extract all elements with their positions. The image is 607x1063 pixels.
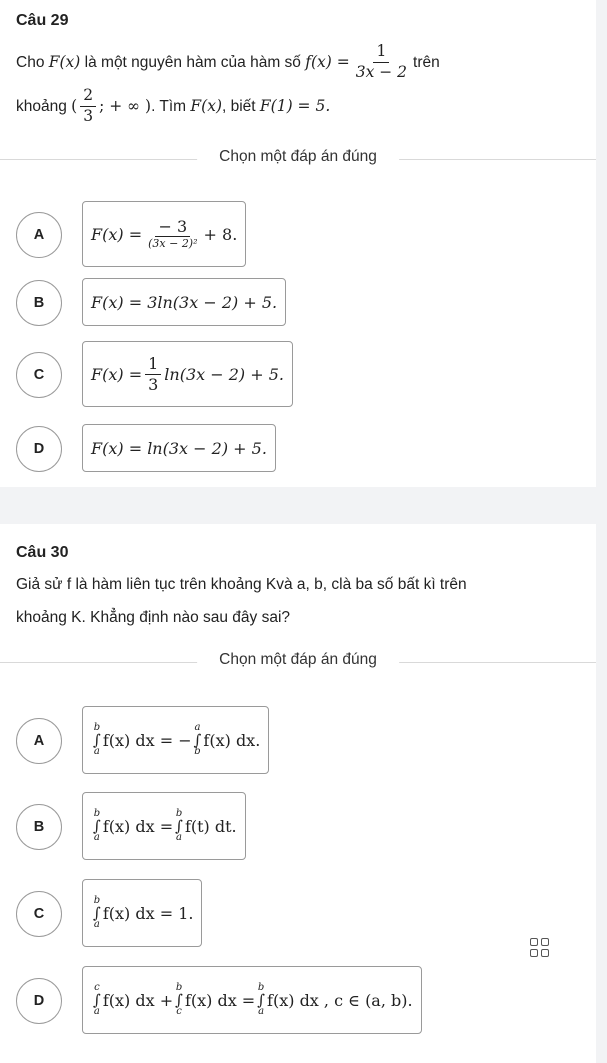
option-letter[interactable]: A [16,718,62,764]
integral-sign: b ∫ a [257,982,266,1017]
answer-box[interactable]: b ∫ a f(x) dx = 1. [82,879,202,947]
fraction: $\frac{2}{3}$ [80,87,96,124]
answer-box[interactable]: b ∫ a f(x) dx = b ∫ a f(t) dt. [82,792,246,860]
fraction: $\frac{- 3}{\text{(3x − 2)²}}$ [148,216,198,251]
answer-option-d[interactable] [16,415,590,481]
question-title: Câu 30 [16,544,69,561]
option-letter[interactable]: B [16,804,62,850]
choose-divider: Chọn một đáp án đúng [0,148,596,170]
question-title: Câu 29 [16,12,69,29]
integral-sign: b ∫ c [175,982,183,1017]
option-letter[interactable]: D [16,426,62,472]
fraction: $\frac{1}{3}$ [145,355,161,393]
integral-sign: b ∫ a [93,895,101,930]
integral-sign: a ∫ b [193,722,202,757]
answer-option-a[interactable] [16,201,590,267]
option-letter[interactable]: D [16,978,62,1024]
answer-box[interactable]: F(x) = ln(3x − 2) + 5. [82,424,276,472]
question-29-card [0,0,596,487]
answer-option-c[interactable] [16,880,590,946]
question-text: Cho F(x) là một nguyên hàm của hàm số f(x) = $\frac{1}{3x - 2}$ trên khoảng ( $\frac{2}{3}$ ; + ∞ ) . Tìm F(x) , biết F(1) = 5. [16,42,440,125]
integral-sign: b ∫ a [93,722,101,757]
choose-divider: Chọn một đáp án đúng [0,651,596,673]
option-letter[interactable]: A [16,212,62,258]
integral-sign: b ∫ a [93,808,101,843]
question-30-card [0,524,596,1063]
answer-option-b[interactable] [16,269,590,335]
answer-box[interactable]: F(x) = $\frac{1}{3}$ ln(3x − 2) + 5. [82,341,293,407]
fraction: $\frac{1}{3x - 2}$ [355,42,408,81]
answer-option-a[interactable] [16,707,590,773]
option-letter[interactable]: C [16,352,62,398]
question-text: Giả sử f là hàm liên tục trên khoảng Kvà a, b, clà ba số bất kì trên khoảng K. Khẳng định nào sau đây sai? [16,576,467,626]
answer-box[interactable]: F(x) = $\frac{- 3}{\text{(3x − 2)²}}$ + 8. [82,201,246,267]
integral-sign: b ∫ a [175,808,183,843]
integral-sign: c ∫ a [93,982,101,1017]
answer-option-c[interactable] [16,341,590,407]
answer-box[interactable]: c ∫ a f(x) dx + b ∫ c f(x) dx = b ∫ a f(x) dx , c ∈ (a, b). [82,966,422,1034]
answer-option-d[interactable] [16,967,590,1033]
answer-box[interactable]: b ∫ a f(x) dx = − a ∫ b f(x) dx. [82,706,269,774]
answer-box[interactable]: F(x) = 3ln(3x − 2) + 5. [82,278,286,326]
option-letter[interactable]: C [16,891,62,937]
answer-option-b[interactable] [16,793,590,859]
grid-icon[interactable] [530,938,552,960]
option-letter[interactable]: B [16,280,62,326]
